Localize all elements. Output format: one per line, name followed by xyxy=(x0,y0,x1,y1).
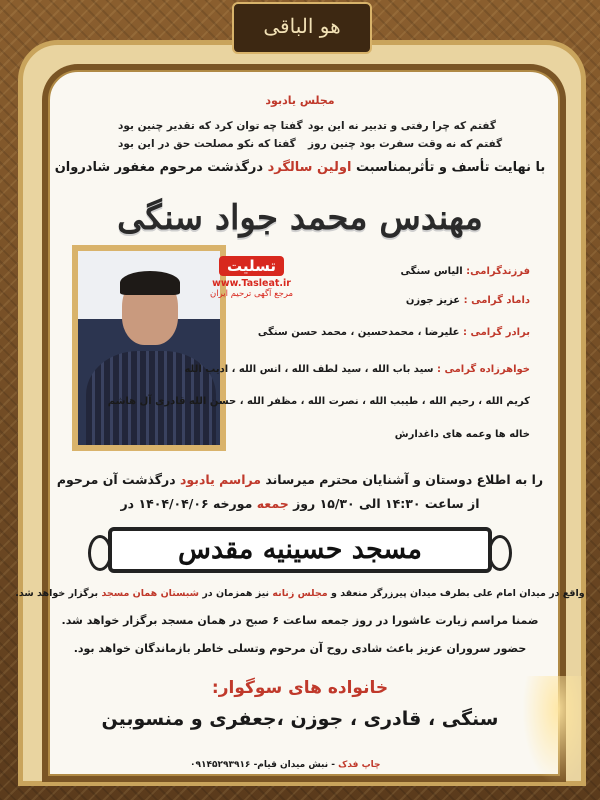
heading: مجلس یادبود xyxy=(265,94,335,107)
top-emblem: هو الباقی xyxy=(232,2,372,54)
relative-value: کریم الله ، رحیم الله ، طیبب الله ، نصرت الله ، مظفر الله ، حسن الله قادری آل هاشم xyxy=(107,396,530,407)
poem-line-3: گفتم که نه وقت سفرت بود چنین روز xyxy=(308,138,503,150)
announcement-line-2 xyxy=(0,496,600,511)
watermark-stamp xyxy=(210,256,293,299)
intro-highlight: اولین سالگرد xyxy=(267,160,352,175)
info-line-2: ضمنا مراسم زیارت عاشورا در روز جمعه ساعت ۶ صبح در همان مسجد برگزار خواهد شد. xyxy=(61,614,539,627)
relative-value: الیاس سنگی xyxy=(400,266,463,277)
relative-label: خواهرزاده گرامی : xyxy=(436,364,530,375)
announcement-text: از ساعت ۱۴:۳۰ الی ۱۵/۳۰ روز xyxy=(293,496,480,511)
relative-label: فرزندگرامی: xyxy=(466,266,530,277)
families-title: خانواده های سوگوار: xyxy=(211,678,389,698)
stamp-tagline: مرجع آگهی ترحیم ایران xyxy=(210,289,294,299)
info-text: واقع در میدان امام علی بطرف میدان پیرزرگر منعقد و xyxy=(330,588,585,599)
portrait-photo xyxy=(72,245,226,451)
relative-value: سید باب الله ، سید لطف الله ، انس الله ، ادیب الله xyxy=(184,364,434,375)
portrait-hair xyxy=(120,271,180,295)
poem-line-4: گفتا که نکو مصلحت حق در این بود xyxy=(118,138,296,150)
info-line-3: حضور سروران عزیز باعث شادی روح آن مرحوم وتسلی خاطر بازماندگان خواهد بود. xyxy=(73,642,527,655)
info-text: برگزار خواهد شد. xyxy=(15,588,99,599)
announcement-text: درگذشت آن مرحوم xyxy=(56,472,176,487)
announcement-text: مورخه ۱۴۰۴/۰۴/۰۶ در xyxy=(120,496,253,511)
announcement-highlight: جمعه xyxy=(256,496,289,511)
stamp-brand: تسلیت xyxy=(219,256,284,276)
info-highlight: شبستان همان مسجد xyxy=(101,588,200,599)
info-line-1 xyxy=(0,588,600,599)
print-label: چاپ فدک xyxy=(338,760,381,770)
deceased-name: مهندس محمد جواد سنگی xyxy=(117,198,483,238)
print-text: - نبش میدان قیام- ۰۹۱۴۵۲۹۳۹۱۶ xyxy=(190,760,335,770)
relative-value: عزیز جوزن xyxy=(405,295,461,306)
relative-label: داماد گرامی : xyxy=(463,295,530,306)
families-names: سنگی ، قادری ، جوزن ،جعفری و منسوبین xyxy=(101,708,499,730)
announcement-highlight: مراسم یادبود xyxy=(180,472,262,487)
venue-box: مسجد حسینیه مقدس xyxy=(108,527,492,573)
relative-row xyxy=(395,429,530,440)
relative-row xyxy=(184,364,530,375)
relative-value: علیرضا ، محمدحسین ، محمد حسن سنگی xyxy=(257,327,460,338)
relative-row xyxy=(401,266,530,277)
relative-label: برادر گرامی : xyxy=(462,327,530,338)
relative-value: خاله ها وعمه های داغدارش xyxy=(394,429,530,440)
announcement-text: را به اطلاع دوستان و آشنایان محترم میرساند xyxy=(265,472,544,487)
info-text: نیز همزمان در xyxy=(202,588,270,599)
intro-part-1: با نهایت تأسف و تأثربمناسبت xyxy=(355,160,546,175)
candle-glow xyxy=(522,676,582,786)
poem-line-1: گفتم که چرا رفتی و تدبیر نه این بود xyxy=(308,120,496,132)
announcement-line-1 xyxy=(0,472,600,487)
relative-row xyxy=(108,396,530,407)
info-highlight: مجلس زنانه xyxy=(272,588,328,599)
relative-row xyxy=(406,295,530,306)
print-line xyxy=(190,760,380,770)
intro-part-2: درگذشت مرحوم مغفور شادروان xyxy=(54,160,264,175)
relative-row xyxy=(258,327,530,338)
poem-line-2: گفتا چه توان کرد که تقدیر چنین بود xyxy=(118,120,303,132)
stamp-site: www.Tasleat.ir xyxy=(212,278,291,289)
intro-line xyxy=(0,160,600,175)
